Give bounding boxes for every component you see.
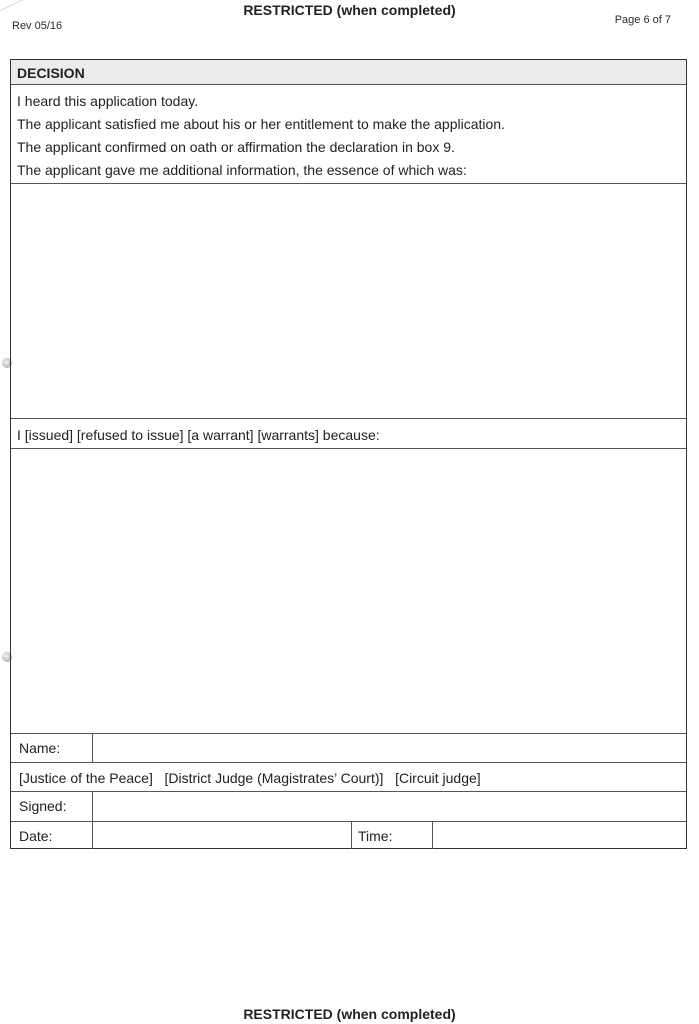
name-field[interactable] xyxy=(93,734,686,762)
decision-heading: DECISION xyxy=(17,65,85,81)
divider xyxy=(11,418,686,419)
statement-entitlement: The applicant satisfied me about his or her entitlement to make the application. xyxy=(17,116,505,132)
date-field[interactable] xyxy=(93,822,351,849)
revision-label: Rev 05/16 xyxy=(12,20,63,32)
date-label: Date: xyxy=(19,828,53,844)
page-number: Page 6 of 7 xyxy=(614,14,671,26)
issue-statement: I [issued] [refused to issue] [a warrant] [warrants] because: xyxy=(17,427,380,443)
time-label: Time: xyxy=(358,828,393,844)
footer-classification: RESTRICTED (when completed) xyxy=(243,1006,456,1022)
name-label: Name: xyxy=(19,740,61,756)
signed-label: Signed: xyxy=(19,798,67,814)
statement-oath: The applicant confirmed on oath or affirmation the declaration in box 9. xyxy=(17,139,455,155)
decision-form xyxy=(10,59,687,849)
judicial-roles-options[interactable]: [Justice of the Peace] [District Judge (Magistrates’ Court)] [Circuit judge] xyxy=(19,770,481,786)
time-field[interactable] xyxy=(433,822,686,849)
header-classification: RESTRICTED (when completed) xyxy=(243,2,456,18)
divider xyxy=(11,762,686,763)
statement-additional-info: The applicant gave me additional information, the essence of which was: xyxy=(17,162,467,178)
signature-field[interactable] xyxy=(93,792,686,821)
statement-heard: I heard this application today. xyxy=(17,93,199,109)
additional-info-field[interactable] xyxy=(11,184,686,418)
reasons-field[interactable] xyxy=(11,449,686,732)
decision-section-header xyxy=(11,60,686,85)
divider xyxy=(351,821,352,849)
